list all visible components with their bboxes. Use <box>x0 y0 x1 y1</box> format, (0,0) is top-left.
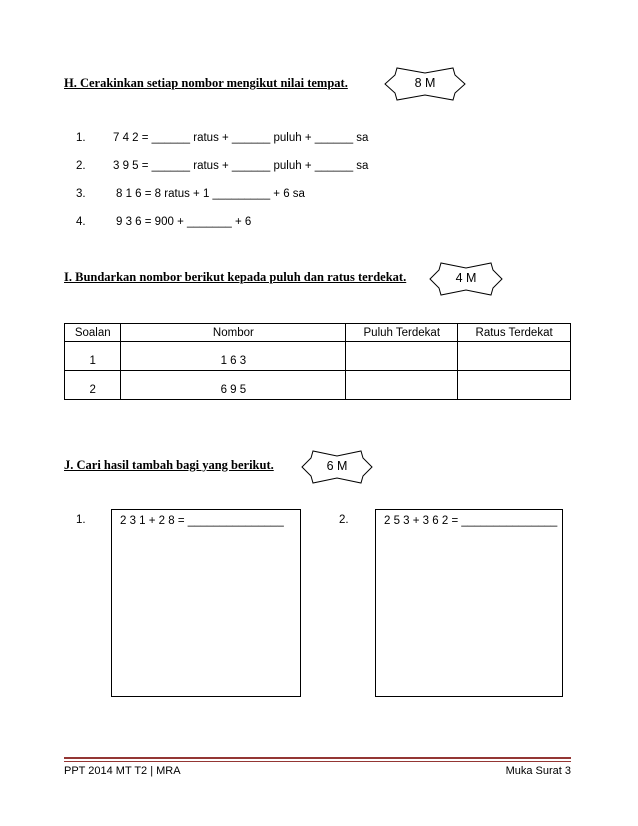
question-text: 7 4 2 = ______ ratus + ______ puluh + ______ sa <box>113 132 369 144</box>
table-row <box>65 342 571 371</box>
question-text: 8 1 6 = 8 ratus + 1 _________ + 6 sa <box>116 188 305 200</box>
table-cell-soalan: 2 <box>65 371 121 400</box>
section-h-heading: H. Cerakinkan setiap nombor mengikut nilai tempat. <box>64 76 348 90</box>
table-cell-nombor: 1 6 3 <box>121 342 346 371</box>
table-row <box>65 371 571 400</box>
rounding-table <box>64 323 571 400</box>
table-cell-puluh-terdekat <box>346 371 458 400</box>
table-cell-ratus-terdekat <box>458 342 571 371</box>
table-header-cell: Ratus Terdekat <box>458 324 571 342</box>
section-j-marks-badge <box>300 448 374 486</box>
footer-rule <box>64 757 571 759</box>
table-cell-soalan: 1 <box>65 342 121 371</box>
section-h-marks-badge <box>383 65 467 103</box>
table-cell-ratus-terdekat <box>458 371 571 400</box>
table-header-cell: Nombor <box>121 324 346 342</box>
table-cell-nombor: 6 9 5 <box>121 371 346 400</box>
section-h-marks: 8 M <box>414 76 436 90</box>
question-number: 3. <box>76 188 86 200</box>
question-number: 1. <box>76 514 86 526</box>
section-i-heading: I. Bundarkan nombor berikut kepada puluh dan ratus terdekat. <box>64 270 407 284</box>
question-number: 2. <box>76 160 86 172</box>
question-number: 2. <box>339 514 349 526</box>
answer-box[interactable] <box>111 509 301 697</box>
section-j-heading: J. Cari hasil tambah bagi yang berikut. <box>64 458 274 472</box>
answer-box[interactable] <box>375 509 563 697</box>
question-text: 3 9 5 = ______ ratus + ______ puluh + ______ sa <box>113 160 369 172</box>
section-j-marks: 6 M <box>326 459 348 473</box>
footer-page-number: Muka Surat 3 <box>505 765 571 777</box>
answer-box-question: 2 3 1 + 2 8 = _______________ <box>120 515 284 527</box>
section-i-marks: 4 M <box>455 271 477 285</box>
question-number: 1. <box>76 132 86 144</box>
footer-rule <box>64 761 571 762</box>
question-text: 9 3 6 = 900 + _______ + 6 <box>116 216 252 228</box>
footer-left: PPT 2014 MT T2 | MRA <box>64 765 181 777</box>
question-number: 4. <box>76 216 86 228</box>
section-i-marks-badge <box>428 260 504 298</box>
table-header-cell: Puluh Terdekat <box>346 324 458 342</box>
table-header-cell: Soalan <box>65 324 121 342</box>
table-cell-puluh-terdekat <box>346 342 458 371</box>
table-header-row <box>65 324 571 342</box>
answer-box-question: 2 5 3 + 3 6 2 = _______________ <box>384 515 558 527</box>
